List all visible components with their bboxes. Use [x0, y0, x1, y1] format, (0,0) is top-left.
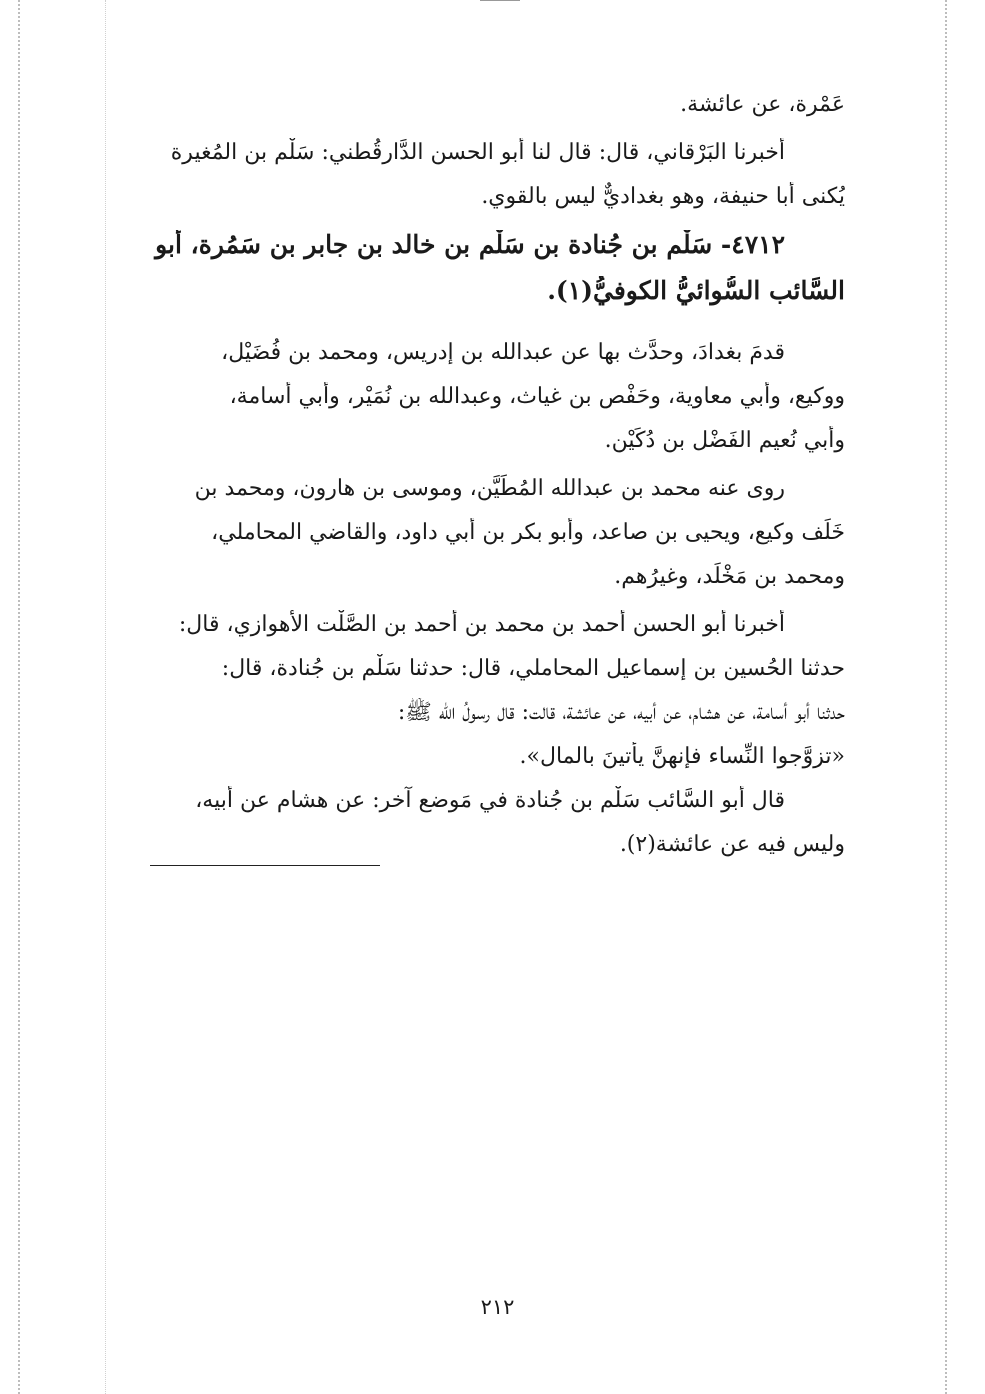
text-line: روى عنه محمد بن عبدالله المُطَيَّن، وموسى بن هارون، ومحمد بن: [194, 476, 785, 501]
entry-heading: ٤٧١٢- سَلْم بن جُنادة بن سَلْم بن خالد بن جابر بن سَمُرة، أبو: [155, 230, 785, 259]
text-line: حدثنا أبو أسامة، عن هشام، عن أبيه، عن عائشة، قالت: قال رسولُ الله ﷺ:: [397, 700, 845, 725]
footnote-separator: [150, 865, 380, 866]
page-number: ٢١٢: [480, 1295, 515, 1319]
margin-dots-left: [18, 0, 20, 1394]
text-line: خَلَف وكيع، ويحيى بن صاعد، وأبو بكر بن أبي داود، والقاضي المحاملي،: [211, 520, 845, 545]
text-line: ووكيع، وأبي معاوية، وحَفْص بن غياث، وعبدالله بن نُمَيْر، وأبي أسامة،: [229, 384, 845, 409]
text-line: «تزوَّجوا النِّساء فإنهنَّ يأتينَ بالمال».: [519, 744, 845, 769]
text-line: يُكنى أبا حنيفة، وهو بغداديٌّ ليس بالقوي.: [481, 184, 845, 209]
book-page: [150, 90, 845, 1350]
entry-heading: السَّائب السُّوائيُّ الكوفيُّ(١).: [547, 276, 845, 305]
text-line: قدمَ بغدادَ، وحدَّث بها عن عبدالله بن إدريس، ومحمد بن فُضَيْل،: [221, 340, 785, 365]
text-line: أخبرنا أبو الحسن أحمد بن محمد بن أحمد بن الصَّلْت الأهوازي، قال:: [178, 612, 785, 637]
top-mark: [480, 0, 520, 1]
text-line: قال أبو السَّائب سَلْم بن جُنادة في مَوضع آخر: عن هشام عن أبيه،: [195, 788, 785, 813]
margin-dots-right: [945, 0, 947, 1394]
text-line: وليس فيه عن عائشة(٢).: [619, 832, 845, 857]
text-line: وأبي نُعيم الفَضْل بن دُكَيْن.: [604, 428, 845, 453]
margin-dots-inner: [105, 0, 106, 1394]
text-line: ومحمد بن مَخْلَد، وغيرُهم.: [614, 564, 845, 589]
text-line: حدثنا الحُسين بن إسماعيل المحاملي، قال: حدثنا سَلْم بن جُنادة، قال:: [221, 656, 845, 681]
text-line: أخبرنا البَرْقاني، قال: قال لنا أبو الحسن الدَّارقُطني: سَلْم بن المُغيرة: [170, 140, 785, 165]
text-line: عَمْرة، عن عائشة.: [680, 92, 845, 117]
